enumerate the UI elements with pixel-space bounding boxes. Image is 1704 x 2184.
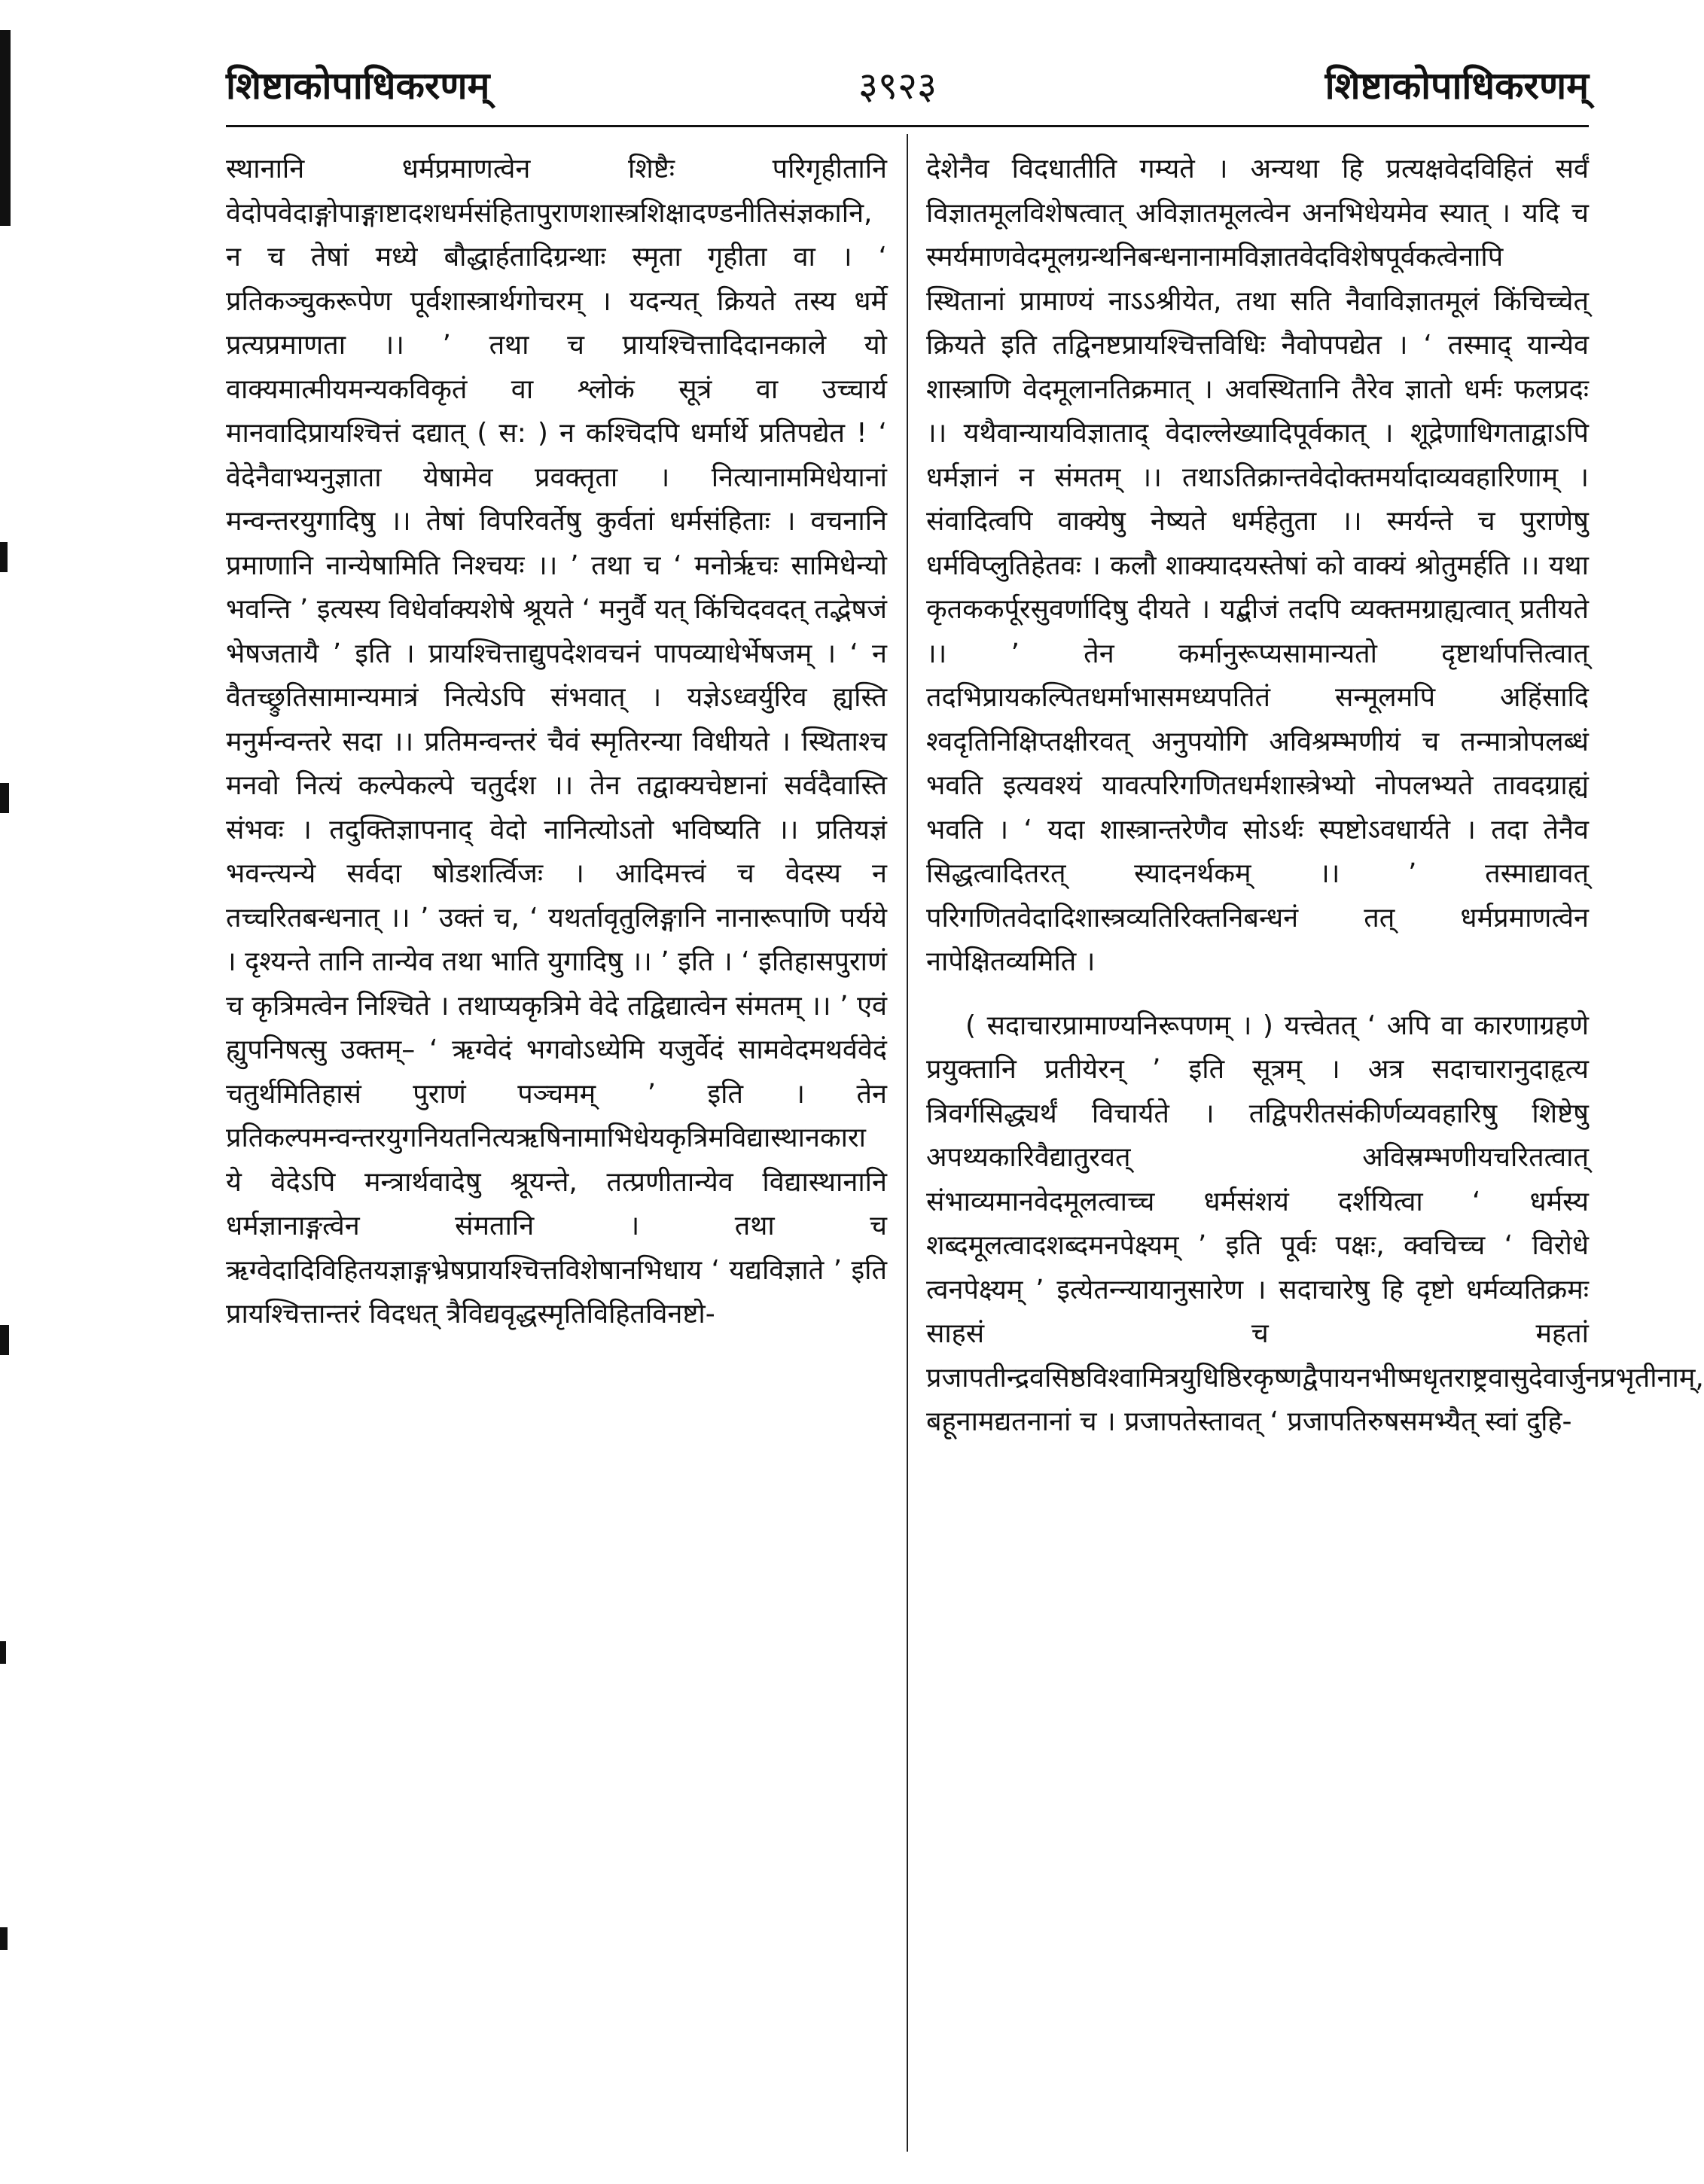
scan-margin xyxy=(0,0,6,2184)
column-divider xyxy=(907,134,908,2152)
header-rule xyxy=(226,125,1589,127)
page-number: ३९२३ xyxy=(858,64,937,108)
page-header xyxy=(226,59,1589,111)
section-heading: ( सदाचारप्रामाण्यनिरूपणम् । ) xyxy=(965,1010,1273,1041)
right-column-paragraph-1: देशेनैव विदधातीति गम्यते । अन्यथा हि प्रत्यक्षवेदविहितं सर्वं विज्ञातमूलविशेषत्वात् अविज्ञातमूलत्वेन अनभिधेयमेव स्यात् । यदि च स्मर्यमाणवेदमूलग्रन्थनिबन्धनानामविज्ञातवेदविशेषपूर्वकत्वेनापि स्थितानां प्रामाण्यं नाऽऽश्रीयेत, तथा सति नैवाविज्ञातमूलं किंचिच्चेत् क्रियते इति तद्विनष्टप्रायश्चित्तविधिः नैवोपपद्येत । ‘ तस्माद् यान्येव शास्त्राणि वेदमूलानतिक्रमात् । अवस्थितानि तैरेव ज्ञातो धर्मः फलप्रदः ।। यथैवान्यायविज्ञाताद् वेदाल्लेख्यादिपूर्वकात् । शूद्रेणाधिगताद्वाऽपि धर्मज्ञानं न संमतम् ।। तथाऽतिक्रान्तवेदोक्तमर्यादाव्यवहारिणाम् । संवादित्वपि वाक्येषु नेष्यते धर्महेतुता ।। स्मर्यन्ते च पुराणेषु धर्मविप्लुतिहेतवः । कलौ शाक्यादयस्तेषां को वाक्यं श्रोतुमर्हति ।। यथा कृतककर्पूरसुवर्णादिषु दीयते । यद्बीजं तदपि व्यक्तमग्राह्यत्वात् प्रतीयते ।। ’ तेन कर्मानुरूप्यसामान्यतो दृष्टार्थापत्तित्वात् तदभिप्रायकल्पितधर्माभासमध्यपतितं सन्मूलमपि अहिंसादि श्वदृतिनिक्षिप्तक्षीरवत् अनुपयोगि अविश्रम्भणीयं च तन्मात्रोपलब्धं भवति इत्यवश्यं यावत्परिगणितधर्मशास्त्रेभ्यो नोपलभ्यते तावदग्राह्यं भवति । ‘ यदा शास्त्रान्तरेणैव सोऽर्थः स्पष्टोऽवधार्यते । तदा तेनैव सिद्धत्वादितरत् स्यादनर्थकम् ।। ’ तस्माद्यावत् परिगणितवेदादिशास्त्रव्यतिरिक्तनिबन्धनं तत् धर्मप्रमाणत्वेन नापेक्षितव्यमिति । xyxy=(926,154,1589,977)
scan-edge-mark xyxy=(0,1927,8,1950)
scan-edge-mark xyxy=(0,783,9,813)
right-column-paragraph-2 xyxy=(926,1004,1704,1445)
scan-edge-mark xyxy=(0,1641,6,1664)
left-column xyxy=(226,148,887,2150)
running-head-left: शिष्टाकोपाधिकरणम् xyxy=(226,64,490,108)
left-column-text: स्थानानि धर्मप्रमाणत्वेन शिष्टैः परिगृहीतानि वेदोपवेदाङ्गोपाङ्गाष्टादशधर्मसंहितापुराणशास्त्रशिक्षादण्डनीतिसंज्ञकानि, न च तेषां मध्ये बौद्धार्हतादिग्रन्थाः स्मृता गृहीता वा । ‘ प्रतिकञ्चुकरूपेण पूर्वशास्त्रार्थगोचरम् । यदन्यत् क्रियते तस्य धर्मे प्रत्यप्रमाणता ।। ’ तथा च प्रायश्चित्तादिदानकाले यो वाक्यमात्मीयमन्यकविकृतं वा श्लोकं सूत्रं वा उच्चार्य मानवादिप्रायश्चित्तं दद्यात् ( स: ) न कश्चिदपि धर्मार्थे प्रतिपद्येत ! ‘ वेदेनैवाभ्यनुज्ञाता येषामेव प्रवक्तृता । नित्यानाममिधेयानां मन्वन्तरयुगादिषु ।। तेषां विपरिवर्तेषु कुर्वतां धर्मसंहिताः । वचनानि प्रमाणानि नान्येषामिति निश्चयः ।। ’ तथा च ‘ मनोर्ऋचः सामिधेन्यो भवन्ति ’ इत्यस्य विधेर्वाक्यशेषे श्रूयते ‘ मनुर्वै यत् किंचिदवदत् तद्भेषजं भेषजतायै ’ इति । प्रायश्चित्ताद्युपदेशवचनं पापव्याधेर्भेषजम् । ‘ न वैतच्छ्रुतिसामान्यमात्रं नित्येऽपि संभवात् । यज्ञेऽध्वर्युरिव ह्यस्ति मनुर्मन्वन्तरे सदा ।। प्रतिमन्वन्तरं चैवं स्मृतिरन्या विधीयते । स्थिताश्च मनवो नित्यं कल्पेकल्पे चतुर्दश ।। तेन तद्वाक्यचेष्टानां सर्वदैवास्ति संभवः । तदुक्तिज्ञापनाद् वेदो नानित्योऽतो भविष्यति ।। प्रतियज्ञं भवन्त्यन्ये सर्वदा षोडशर्त्विजः । आदिमत्त्वं च वेदस्य न तच्चरितबन्धनात् ।। ’ उक्तं च, ‘ यथर्तावृतुलिङ्गानि नानारूपाणि पर्यये । दृश्यन्ते तानि तान्येव तथा भाति युगादिषु ।। ’ इति । ‘ इतिहासपुराणं च कृत्रिमत्वेन निश्चिते । तथाप्यकृत्रिमे वेदे तद्विद्यात्वेन संमतम् ।। ’ एवं ह्युपनिषत्सु उक्तम्– ‘ ऋग्वेदं भगवोऽध्येमि यजुर्वेदं सामवेदमथर्ववेदं चतुर्थमितिहासं पुराणं पञ्चमम् ’ इति । तेन प्रतिकल्पमन्वन्तरयुगनियतनित्यऋषिनामाभिधेयकृत्रिमविद्यास्थानकारा ये वेदेऽपि मन्त्रार्थवादेषु श्रूयन्ते, तत्प्रणीतान्येव विद्यास्थानानि धर्मज्ञानाङ्गत्वेन संमतानि । तथा च ऋग्वेदादिविहितयज्ञाङ्गभ्रेषप्रायश्चित्तविशेषानभिधाय ‘ यद्यविज्ञाते ’ इति प्रायश्चित्तान्तरं विदधत् त्रैविद्यवृद्धस्मृतिविहितविनष्टो- xyxy=(226,154,887,1330)
right-column xyxy=(926,148,1704,2150)
scan-edge-mark xyxy=(0,30,11,226)
scan-edge-mark xyxy=(0,1325,9,1355)
section-body: यत्त्वेतत् ‘ अपि वा कारणाग्रहणे प्रयुक्तानि प्रतीयेरन् ’ इति सूत्रम् । अत्र सदाचारानुदाहृत्य त्रिवर्गसिद्ध्यर्थं विचार्यते । तद्विपरीतसंकीर्णव्यवहारिषु शिष्टेषु अपथ्यकारिवैद्यातुरवत् अविस्रम्भणीयचरितत्वात् संभाव्यमानवेदमूलत्वाच्च धर्मसंशयं दर्शयित्वा ‘ धर्मस्य शब्दमूलत्वादशब्दमनपेक्ष्यम् ’ इति पूर्वः पक्षः, क्वचिच्च ‘ विरोधे त्वनपेक्ष्यम् ’ इत्येतन्न्यायानुसारेण । सदाचारेषु हि दृष्टो धर्मव्यतिक्रमः साहसं च महतां प्रजापतीन्द्रवसिष्ठविश्वामित्रयुधिष्ठिरकृष्णद्वैपायनभीष्मधृतराष्ट्रवासुदेवार्जुनप्रभृतीनाम्, बहूनामद्यतनानां च । प्रजापतेस्तावत् ‘ प्रजापतिरुषसमभ्यैत् स्वां दुहि- xyxy=(926,1010,1704,1437)
scan-edge-mark xyxy=(0,542,8,572)
running-head-right: शिष्टाकोपाधिकरणम् xyxy=(1324,64,1589,108)
